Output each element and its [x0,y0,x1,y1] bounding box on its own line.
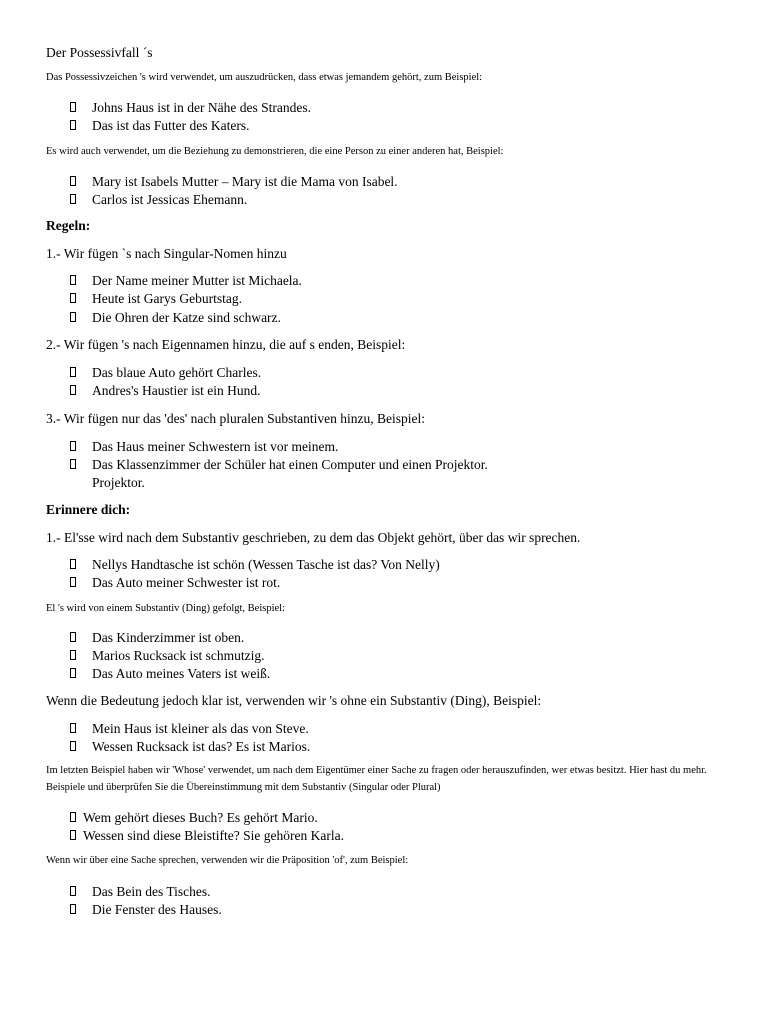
bullet-box-icon [70,559,76,569]
rule-text: 2.- Wir fügen 's nach Eigennamen hinzu, die auf s enden, Beispiel: [46,337,406,352]
bullet-box-icon [70,577,76,587]
remember-text: 1.- El'sse wird nach dem Substantiv geschrieben, zu dem das Objekt gehört, über das wir sprechen. [46,530,581,545]
bullet-box-icon [70,367,76,377]
bullet-box-icon [70,120,76,130]
bullet-box-icon [70,441,76,451]
bullet-box-icon [70,723,76,733]
rule-text: 1.- Wir fügen `s nach Singular-Nomen hinzu [46,246,287,261]
bullet-box-icon [70,102,76,112]
remember-text: Wenn die Bedeutung jedoch klar ist, verwenden wir 's ohne ein Substantiv (Ding), Beispiel: [46,693,542,708]
rule-text: 3.- Wir fügen nur das 'des' nach pluralen Substantiven hinzu, Beispiel: [46,411,425,426]
bullet-box-icon [70,830,76,840]
section-heading: Erinnere dich: [46,502,131,517]
bullet-box-icon [70,385,76,395]
bullet-box-icon [70,176,76,186]
bullet-box-icon [70,812,76,822]
bullet-box-icon [70,904,76,914]
list-item-continuation: Projektor. [92,475,145,490]
note-paragraph: Beispiele und überprüfen Sie die Übereinstimmung mit dem Substantiv (Singular oder Plural) [46,782,441,793]
bullet-box-icon [70,632,76,642]
bullet-box-icon [70,741,76,751]
bullet-box-icon [70,275,76,285]
bullet-box-icon [70,650,76,660]
bullet-box-icon [70,459,76,469]
remember-text: El 's wird von einem Substantiv (Ding) gefolgt, Beispiel: [46,603,285,614]
intro-paragraph: Das Possessivzeichen 's wird verwendet, um auszudrücken, dass etwas jemandem gehört, zum Beispiel: [46,72,483,83]
bullet-box-icon [70,886,76,896]
section-heading: Regeln: [46,218,91,233]
bullet-box-icon [70,668,76,678]
document-page: Der Possessivfall ´s Das Possessivzeichen 's wird verwendet, um auszudrücken, dass etwas jemandem gehört, zum Beispiel: Johns Haus ist in der Nähe des Strandes. Das ist das Futter des Katers. Es wird auch verwendet, um die Beziehung zu demonstrieren, die eine Person zu einer anderen hat, Beispiel: Mary ist Isabels Mutter – Mary ist die Mama von Isabel. Carlos ist Jessicas Ehemann. Regeln: 1.- Wir fügen `s nach Singular-Nomen hinzu Der Name meiner Mutter ist Michaela. Heute ist Garys Geburtstag. Die Ohren der Katze sind schwarz. 2.- Wir fügen 's nach Eigennamen hinzu, die auf s enden, Beispiel: Das blaue Auto gehört Charles. Andres's Haustier ist ein Hund. 3.- Wir fügen nur das 'des' nach pluralen Substantiven hinzu, Beispiel: Das Haus meiner Schwestern ist vor meinem. Das Klassenzimmer der Schüler hat einen Computer und einen Projektor. Projektor. Erinnere dich: 1.- El'sse wird nach dem Substantiv geschrieben, zu dem das Objekt gehört, über das wir sprechen. Nellys Handtasche ist schön (Wessen Tasche ist das? Von Nelly) Das Auto meiner Schwester ist rot. El 's wird von einem Substantiv (Ding) gefolgt, Beispiel: Das Kinderzimmer ist oben. Marios Rucksack ist schmutzig. Das Auto meines Vaters ist weiß. Wenn die Bedeutung jedoch klar ist, verwenden wir 's ohne ein Substantiv (Ding), Beispiel: Mein Haus ist kleiner als das von Steve. Wessen Rucksack ist das? Es ist Marios. Im letzten Beispiel haben wir 'Whose' verwendet, um nach dem Eigentümer einer Sache zu fragen oder herauszufinden, wer etwas besitzt. Hier hast du mehr. Beispiele und überprüfen Sie die Übereinstimmung mit dem Substantiv (Singular oder Plural) Wem gehört dieses Buch? Es gehört Mario. Wessen sind diese Bleistifte? Sie gehören Karla. Wenn wir über eine Sache sprechen, verwenden wir die Präposition 'of', zum Beispiel: Das Bein des Tisches. Die Fenster des Hauses. [46,45,707,917]
intro-paragraph: Es wird auch verwendet, um die Beziehung zu demonstrieren, die eine Person zu einer anderen hat, Beispiel: [46,146,504,157]
bullet-box-icon [70,312,76,322]
note-paragraph: Im letzten Beispiel haben wir 'Whose' verwendet, um nach dem Eigentümer einer Sache zu fragen oder herauszufinden, wer etwas besitzt. Hier hast du mehr. [46,765,707,776]
bullet-box-icon [70,194,76,204]
document-title: Der Possessivfall ´s [46,45,153,60]
intro-paragraph: Wenn wir über eine Sache sprechen, verwenden wir die Präposition 'of', zum Beispiel: [46,855,409,866]
bullet-box-icon [70,293,76,303]
